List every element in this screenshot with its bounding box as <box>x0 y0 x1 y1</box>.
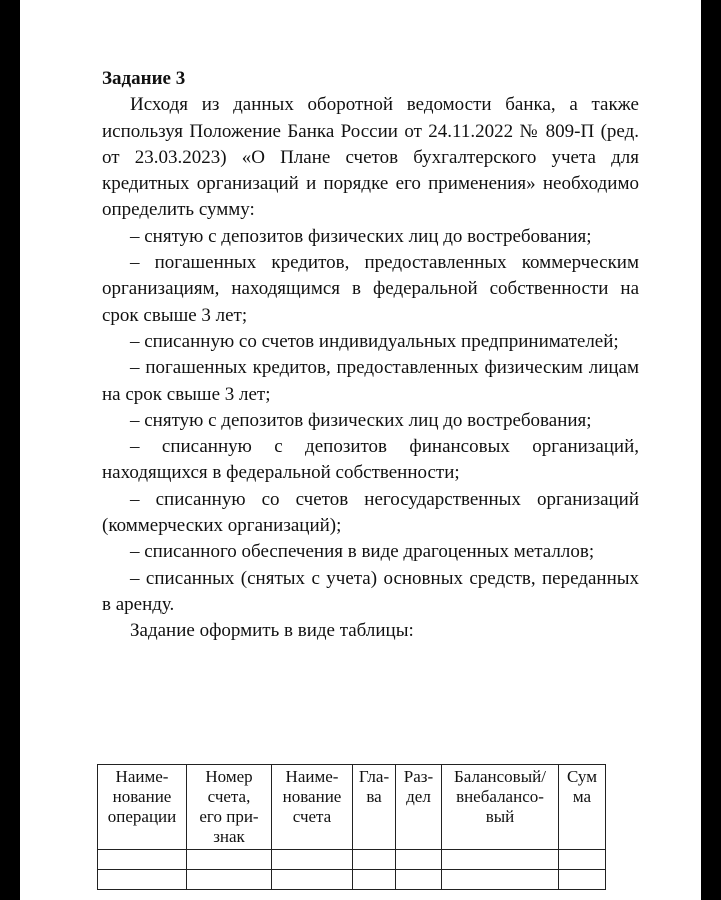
list-item-text: списанную со счетов негосударственных организаций (коммерческих организаций); <box>102 488 640 537</box>
list-item <box>102 434 639 487</box>
document-page <box>20 0 701 900</box>
dash: – <box>130 330 140 352</box>
list-item-text: списанного обеспечения в виде драгоценных металлов; <box>144 541 595 563</box>
table-cell[interactable] <box>442 870 559 890</box>
dash: – <box>130 409 140 431</box>
header-balance-type: Балансовый/ внебалансо- вый <box>442 765 559 850</box>
list-item <box>102 539 639 565</box>
header-section: Раз- дел <box>396 765 442 850</box>
table-cell[interactable] <box>272 850 353 870</box>
dash: – <box>130 357 140 379</box>
list-item <box>102 250 639 329</box>
table-cell[interactable] <box>272 870 353 890</box>
table-cell[interactable] <box>353 870 396 890</box>
task-title: Задание 3 <box>102 68 186 89</box>
list-item-text: снятую с депозитов физических лиц до востребования; <box>144 409 592 431</box>
list-item-text: списанных (снятых с учета) основных средств, переданных в аренду. <box>102 567 639 615</box>
table-row <box>98 870 606 890</box>
list-item <box>102 566 639 619</box>
list-item-text: погашенных кредитов, предоставленных коммерческим организациям, находящимся в федеральной собственности на срок свыше 3 лет; <box>102 252 639 326</box>
dash: – <box>130 225 140 247</box>
dash: – <box>130 541 140 563</box>
table-instruction: Задание оформить в виде таблицы: <box>130 620 414 642</box>
table-cell[interactable] <box>353 850 396 870</box>
table-cell[interactable] <box>98 850 187 870</box>
header-account-number: Номер счета, его при- знак <box>187 765 272 850</box>
answer-table <box>97 764 606 890</box>
dash: – <box>130 436 140 458</box>
table-cell[interactable] <box>187 870 272 890</box>
list-item-text: погашенных кредитов, предоставленных физическим лицам на срок свыше 3 лет; <box>102 357 639 405</box>
header-chapter: Гла- ва <box>353 765 396 850</box>
table-cell[interactable] <box>559 850 606 870</box>
table-header-row <box>98 765 606 850</box>
header-sum: Сум ма <box>559 765 606 850</box>
document-body <box>102 66 639 645</box>
list-item-text: снятую с депозитов физических лиц до востребования; <box>144 225 592 247</box>
table-cell[interactable] <box>98 870 187 890</box>
list-item <box>102 224 639 250</box>
table-row <box>98 850 606 870</box>
list-item <box>102 329 639 355</box>
table-cell[interactable] <box>187 850 272 870</box>
task-intro: Исходя из данных оборотной ведомости банка, а также используя Положение Банка России от 24.11.2022 № 809-П (ред. от 23.03.2023) «О Плане счетов бухгалтерского учета для кредитных организаций и порядке его применения» необходимо определить сумму: <box>102 94 639 221</box>
header-account-name: Наиме- нование счета <box>272 765 353 850</box>
list-item <box>102 355 639 408</box>
dash: – <box>130 488 140 510</box>
list-item <box>102 487 639 540</box>
dash: – <box>130 567 140 589</box>
table-cell[interactable] <box>442 850 559 870</box>
list-item <box>102 408 639 434</box>
table-cell[interactable] <box>396 870 442 890</box>
header-operation-name: Наиме- нование операции <box>98 765 187 850</box>
list-item-text: списанную со счетов индивидуальных предпринимателей; <box>144 330 619 352</box>
dash: – <box>130 252 140 274</box>
table-cell[interactable] <box>559 870 606 890</box>
table-cell[interactable] <box>396 850 442 870</box>
list-item-text: списанную с депозитов финансовых организаций, находящихся в федеральной собственности; <box>102 436 639 484</box>
